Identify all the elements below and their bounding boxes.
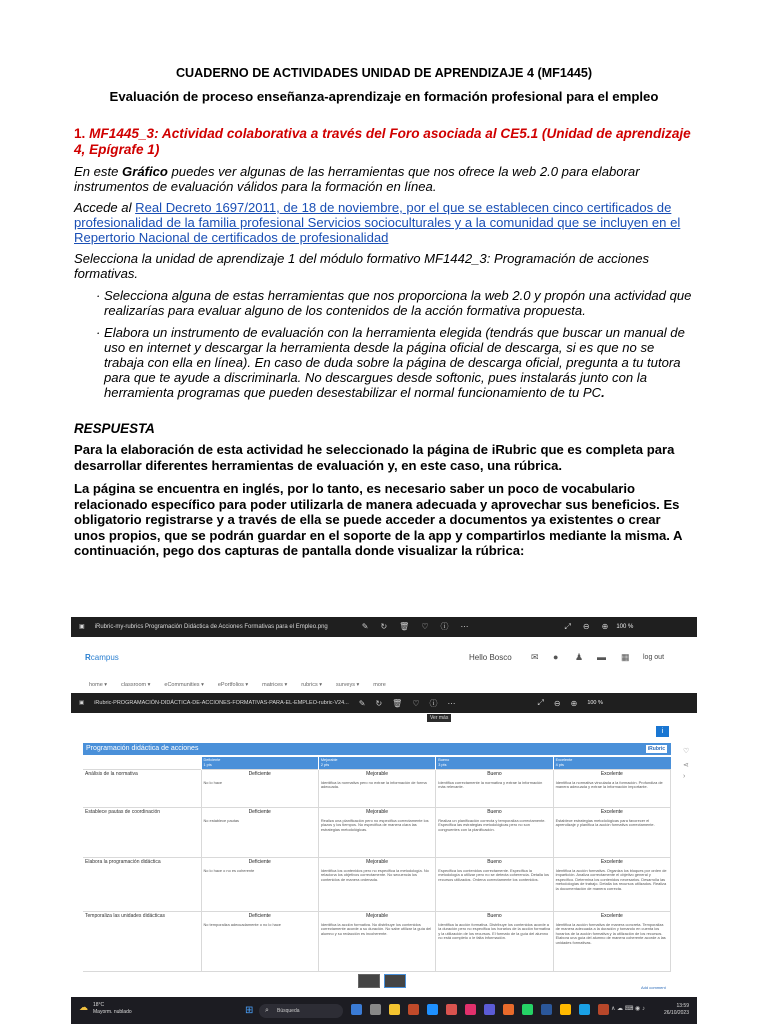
- rubric-column-header: [318, 757, 435, 769]
- search-icon: ⌕: [265, 1007, 269, 1014]
- windows-start-icon[interactable]: ⊞: [245, 1005, 254, 1016]
- cell-level: Bueno: [487, 858, 502, 865]
- cell-level: Bueno: [487, 770, 502, 777]
- rubric-cell[interactable]: [436, 911, 553, 971]
- irubric-logo: iRubric: [647, 746, 665, 752]
- screenshot-1: [71, 617, 697, 693]
- weather-icon: ☁: [79, 1002, 88, 1012]
- rotate-icon[interactable]: ↻: [375, 698, 383, 708]
- viewer-toolbar: [71, 617, 697, 637]
- tray-icons[interactable]: ∧ ☁ ⌨ ◉ ♪: [611, 1006, 645, 1012]
- paragraph-unidad: Selecciona la unidad de aprendizaje 1 del módulo formativo MF1442_3: Programación de acciones formativas.: [74, 251, 650, 281]
- rubric-title: Programación didáctica de acciones: [86, 745, 199, 752]
- heart-icon[interactable]: ♡: [421, 622, 429, 631]
- apps-icon[interactable]: ▦: [621, 652, 630, 662]
- nav-item[interactable]: eCommunities ▾: [164, 682, 204, 688]
- response-paragraph-1: Para la elaboración de esta actividad he seleccionado la página de iRubric que es completa para desarrollar diferentes herramientas de evaluación y, en este caso, una rúbrica.: [74, 442, 675, 473]
- document-subtitle: Evaluación de proceso enseñanza-aprendizaje en formación profesional para el empleo: [109, 89, 659, 104]
- rubric-cell[interactable]: [201, 911, 318, 971]
- cell-description: Identifica la acción formativa. No distribuye los contenidos correctamente acorde a su duración. No sabe utilizar la guía del alumno y su redacción es incoherente.: [320, 921, 432, 936]
- activity-text: MF1445_3: Actividad colaborativa a través del Foro asociada al CE5.1 (Unidad de aprendizaje 4, Epígrafe 1): [74, 126, 691, 157]
- share-icon[interactable]: ⋖: [683, 762, 689, 769]
- cell-level: Deficiente: [248, 912, 271, 919]
- zoom-out-icon[interactable]: ⊖: [553, 698, 561, 708]
- paragraph-text: puedes ver algunas de las herramientas que nos ofrece la web 2.0 para elaborar instrumentos de evaluación válidos para la formación en línea.: [74, 164, 640, 194]
- rubric-row: [83, 857, 671, 911]
- cell-level: Excelente: [600, 770, 623, 777]
- image-icon: ▣: [79, 700, 85, 706]
- heart-outline-icon[interactable]: ♡: [683, 748, 690, 755]
- cell-level: Mejorable: [366, 912, 389, 919]
- paragraph-real-decreto: [74, 200, 694, 245]
- cell-level: Excelente: [600, 912, 623, 919]
- logout-link[interactable]: log out: [643, 654, 665, 661]
- column-name: Bueno: [438, 758, 450, 762]
- whatsapp-icon[interactable]: [522, 1004, 533, 1015]
- app-icon[interactable]: [446, 1004, 457, 1015]
- rubric-criterion: Elabora la programación didáctica: [83, 857, 201, 911]
- clock-date: 26/10/2023: [663, 1010, 689, 1016]
- messages-icon[interactable]: ▬: [597, 652, 606, 662]
- rubric-cell[interactable]: [201, 769, 318, 807]
- thumbnail-strip: [358, 974, 406, 988]
- column-points: 1 pts: [203, 762, 212, 767]
- hello-user: Hello Bosco: [469, 653, 512, 662]
- bullet-item-2: [74, 325, 694, 400]
- nav-item[interactable]: home ▾: [89, 682, 108, 688]
- edit-icon[interactable]: ✎: [358, 698, 366, 708]
- rubric-header-row: [83, 757, 671, 769]
- rubric-cell[interactable]: [201, 857, 318, 911]
- thumbnail[interactable]: [358, 974, 380, 988]
- rotate-icon[interactable]: ↻: [380, 622, 388, 631]
- rubric-cell[interactable]: [318, 857, 435, 911]
- cell-level: Deficiente: [248, 770, 271, 777]
- activity-number: 1.: [74, 126, 86, 141]
- rubric-column-header: [436, 757, 553, 769]
- logo-text: campus: [90, 653, 119, 662]
- add-comment-link[interactable]: Add comment: [641, 985, 666, 990]
- more-tooltip: Ver más: [427, 714, 451, 722]
- rubric-cell[interactable]: [436, 857, 553, 911]
- zoom-level: 100 %: [616, 624, 634, 630]
- rubric-cell[interactable]: [436, 807, 553, 857]
- rubric-cell[interactable]: [553, 807, 670, 857]
- cell-description: Identifica la normativa pero no extrae la información de forma adecuada.: [320, 779, 427, 790]
- rubric-criterion: Análisis de la normativa: [83, 769, 201, 807]
- cell-description: Especifica los contenidos correctamente. Especifica la metodología a utilizar pero no se detecta coherencia. Detalla los recursos utilizados. Ordena correctamente los contenidos.: [438, 867, 549, 882]
- rubric-criterion: Establece pautas de coordinación: [83, 807, 201, 857]
- cell-level: Excelente: [600, 808, 623, 815]
- cell-level: Deficiente: [248, 808, 271, 815]
- viewer-toolbar-2: [71, 693, 697, 713]
- rubric-cell[interactable]: [318, 769, 435, 807]
- cell-description: Identifica la acción formativa. Organiza los bloques por orden de impartición. Analiza correctamente el objetivo general y específico. Determina los contenidos necesarios. Desarrolla las metodologías de trabajo. Detalla los recursos utilizados. Realiza la documentación de manera correcta.: [555, 867, 667, 891]
- edit-icon[interactable]: ✎: [361, 622, 369, 631]
- folder-icon[interactable]: [389, 1004, 400, 1015]
- rubric-cell[interactable]: [318, 807, 435, 857]
- more-icon[interactable]: ⋯: [447, 698, 456, 708]
- rubric-table: [83, 757, 671, 972]
- column-points: 4 pts: [555, 762, 564, 767]
- cell-description: Identifica la acción formativa. Distribuye los contenidos acorde a la duración pero no especifica los horarios de la acción formativa y la utilización de los recursos. El formato de la guía del alumno no está completo o le falta información.: [438, 921, 551, 941]
- cell-description: Identifica los contenidos pero no especifica la metodología. No relaciona los objetivos correctamente. No secuencia los contenidos de manera ordenada.: [320, 867, 429, 882]
- app-icon[interactable]: [465, 1004, 476, 1015]
- rubric-title-bar: [83, 743, 671, 755]
- cell-description: Establece estrategias metodológicas para favorecer el aprendizaje y planifica la acción formativa correctamente.: [555, 817, 655, 828]
- cell-description: Identifica correctamente la normativa y extrae la información más relevante.: [438, 779, 543, 790]
- weather-temp: 18°C: [93, 1002, 105, 1008]
- nav-item[interactable]: surveys ▾: [336, 682, 360, 688]
- nav-item[interactable]: more: [373, 682, 386, 688]
- delete-icon[interactable]: 🗑: [392, 698, 403, 708]
- weather-widget[interactable]: [79, 1002, 132, 1016]
- thumbnail-selected[interactable]: [384, 974, 406, 988]
- column-points: 2 pts: [320, 762, 330, 767]
- logo-r: R: [85, 653, 91, 662]
- nav-item[interactable]: ePortfolios ▾: [217, 682, 249, 688]
- info-icon[interactable]: ⓘ: [440, 622, 449, 631]
- rubric-criterion: Temporaliza las unidades didácticas: [83, 911, 201, 971]
- viewer-file-title: iRubric-my-rubrics Programación Didáctica de Acciones Formativas para el Empleo.png: [94, 624, 328, 630]
- viewer-file-title-2: iRubric-PROGRAMACIÓN-DIDÁCTICA-DE-ACCIONES-FORMATIVAS-PARA-EL-EMPLEO-rubric-V24...: [94, 700, 349, 706]
- rubric-cell[interactable]: [436, 769, 553, 807]
- app-icon[interactable]: [351, 1004, 362, 1015]
- app-icon[interactable]: [560, 1004, 571, 1015]
- paragraph-text: Accede al: [74, 200, 136, 215]
- cell-description: Realiza un planificación correcta y temporaliza correctamente. Especifica las estrategias metodológicas pero no son congruentes con la planificación.: [438, 817, 546, 832]
- search-placeholder: Búsqueda: [277, 1008, 300, 1014]
- info-icon[interactable]: ⓘ: [429, 698, 438, 708]
- cell-description: No lo hace: [203, 779, 223, 785]
- cell-description: No establece pautas: [203, 817, 239, 823]
- real-decreto-link[interactable]: Real Decreto 1697/2011, de 18 de noviembre, por el que se establecen cinco certificados de profesionalidad de la familia profesional Servicios socioculturales y a la comunidad que se incluyen en el Repertorio Nacional de certificados de profesionalidad: [74, 200, 681, 245]
- zoom-level: 100 %: [587, 700, 603, 706]
- paragraph-text: En este: [74, 164, 123, 179]
- column-name: Excelente: [555, 758, 573, 762]
- cell-description: Identifica la normativa vinculada a la formación. Profundiza de manera adecuada y extrae la información importante.: [555, 779, 663, 790]
- document-body: [74, 66, 694, 559]
- column-name: Mejorable: [320, 758, 338, 762]
- rubric-column-header: [553, 757, 670, 769]
- nav-item[interactable]: rubrics ▾: [301, 682, 323, 688]
- cell-level: Mejorable: [366, 808, 389, 815]
- cell-level: Bueno: [487, 912, 502, 919]
- rubric-row: [83, 769, 671, 807]
- help-icon[interactable]: ●: [553, 652, 559, 662]
- rubric-row: [83, 807, 671, 857]
- taskbar-search[interactable]: [259, 1004, 343, 1018]
- expand-icon[interactable]: ⤢: [537, 698, 544, 707]
- nav-item[interactable]: classroom ▾: [121, 682, 151, 688]
- rcampus-header: [71, 637, 697, 693]
- edge-icon[interactable]: [427, 1004, 438, 1015]
- nav-item[interactable]: matrices ▾: [262, 682, 288, 688]
- rubric-cell[interactable]: [318, 911, 435, 971]
- user-icon[interactable]: ♟: [575, 652, 584, 662]
- taskbar-clock[interactable]: [664, 1003, 689, 1017]
- rubric-cell[interactable]: [553, 769, 670, 807]
- rubric-cell[interactable]: [553, 911, 670, 971]
- bullet-item-1: · Selecciona alguna de estas herramientas que nos proporciona la web 2.0 y propón una actividad que realizarías para evaluar alguno de los contenidos de la acción formativa propuesta.: [96, 288, 692, 318]
- info-button[interactable]: i: [656, 726, 669, 737]
- app-icon[interactable]: [598, 1004, 609, 1015]
- app-icon[interactable]: [408, 1004, 419, 1015]
- rubric-cell[interactable]: [553, 857, 670, 911]
- rubric-corner: [83, 757, 201, 769]
- column-points: 3 pts: [438, 762, 447, 767]
- app-icon[interactable]: [484, 1004, 495, 1015]
- paragraph-grafico: [74, 164, 694, 194]
- grafico-bold: Gráfico: [122, 164, 168, 179]
- bullet-end: .: [601, 385, 605, 400]
- cell-level: Bueno: [487, 808, 502, 815]
- windows-taskbar: [71, 997, 697, 1024]
- word-icon[interactable]: [541, 1004, 552, 1015]
- rcampus-logo[interactable]: [85, 653, 119, 662]
- bullet-text: · Elabora un instrumento de evaluación con la herramienta elegida (tendrás que buscar un manual de uso en internet y descargar la herramienta desde la página oficial de descarga, si es que no se trabaja con ella en línea). En caso de duda sobre la página de descarga oficial, pregunta a tu tutora para que te ayude a discriminarla. No descargues desde softonic, pues instalarás junto con la herramienta programas que pueden desestabilizar el normal funcionamiento de tu PC: [96, 325, 685, 400]
- collapse-icon[interactable]: ›: [683, 773, 686, 780]
- more-icon[interactable]: ⋯: [460, 622, 469, 631]
- cell-description: Identifica la acción formativa de manera concreta. Temporaliza de manera adecuada a la duración y tomando en cuenta los horarios de la acción formativa y la utilización de los recursos. Elabora una guía del alumno de manera coherente acorde a las unidades formativas.: [555, 921, 666, 945]
- activity-heading: [74, 126, 694, 158]
- expand-icon[interactable]: ⤢: [564, 622, 571, 631]
- weather-desc: Mayorm. nublado: [93, 1009, 132, 1015]
- document-title: CUADERNO DE ACTIVIDADES UNIDAD DE APRENDIZAJE 4 (MF1445): [175, 66, 593, 80]
- column-name: Deficiente: [203, 758, 221, 762]
- cell-level: Mejorable: [366, 858, 389, 865]
- zoom-in-icon[interactable]: ⊕: [601, 622, 609, 631]
- rubric-cell[interactable]: [201, 807, 318, 857]
- delete-icon[interactable]: 🗑: [399, 622, 410, 631]
- cell-description: No temporaliza adecuadamente o no lo hace: [203, 921, 281, 927]
- image-icon: ▣: [79, 624, 85, 630]
- cell-description: No lo hace o no es coherente: [203, 867, 255, 873]
- brave-icon[interactable]: [503, 1004, 514, 1015]
- response-heading: RESPUESTA: [74, 421, 155, 436]
- cell-level: Deficiente: [248, 858, 271, 865]
- app-icon[interactable]: [579, 1004, 590, 1015]
- rubric-column-header: [201, 757, 318, 769]
- cell-level: Excelente: [600, 858, 623, 865]
- mail-icon[interactable]: ✉: [531, 652, 539, 662]
- rubric-row: [83, 911, 671, 971]
- heart-icon[interactable]: ♡: [412, 698, 420, 708]
- cell-level: Mejorable: [366, 770, 389, 777]
- response-paragraph-2: La página se encuentra en inglés, por lo tanto, es necesario saber un poco de vocabulario relacionado específico para poder utilizarla de manera adecuada y aprovechar sus beneficios. Es obligatorio registrarse y a través de ella se puede acceder a documentos ya existentes o crear unos propios, que se podrán guardar en el soporte de la app y compartirlos mediante la misma. A continuación, pego dos capturas de pantalla donde visualizar la rúbrica:: [74, 481, 683, 558]
- clock-time: 13:59: [676, 1003, 689, 1009]
- app-icon[interactable]: [370, 1004, 381, 1015]
- cell-description: Realiza una planificación pero no especifica correctamente los plazos y los tiempos. No especifica de manera clara las estrategias metodológicas.: [320, 817, 429, 832]
- screenshot-2: [71, 693, 697, 993]
- rcampus-nav: [89, 682, 386, 688]
- zoom-in-icon[interactable]: ⊕: [570, 698, 578, 708]
- taskbar-apps: [351, 1004, 609, 1015]
- zoom-out-icon[interactable]: ⊖: [582, 622, 590, 631]
